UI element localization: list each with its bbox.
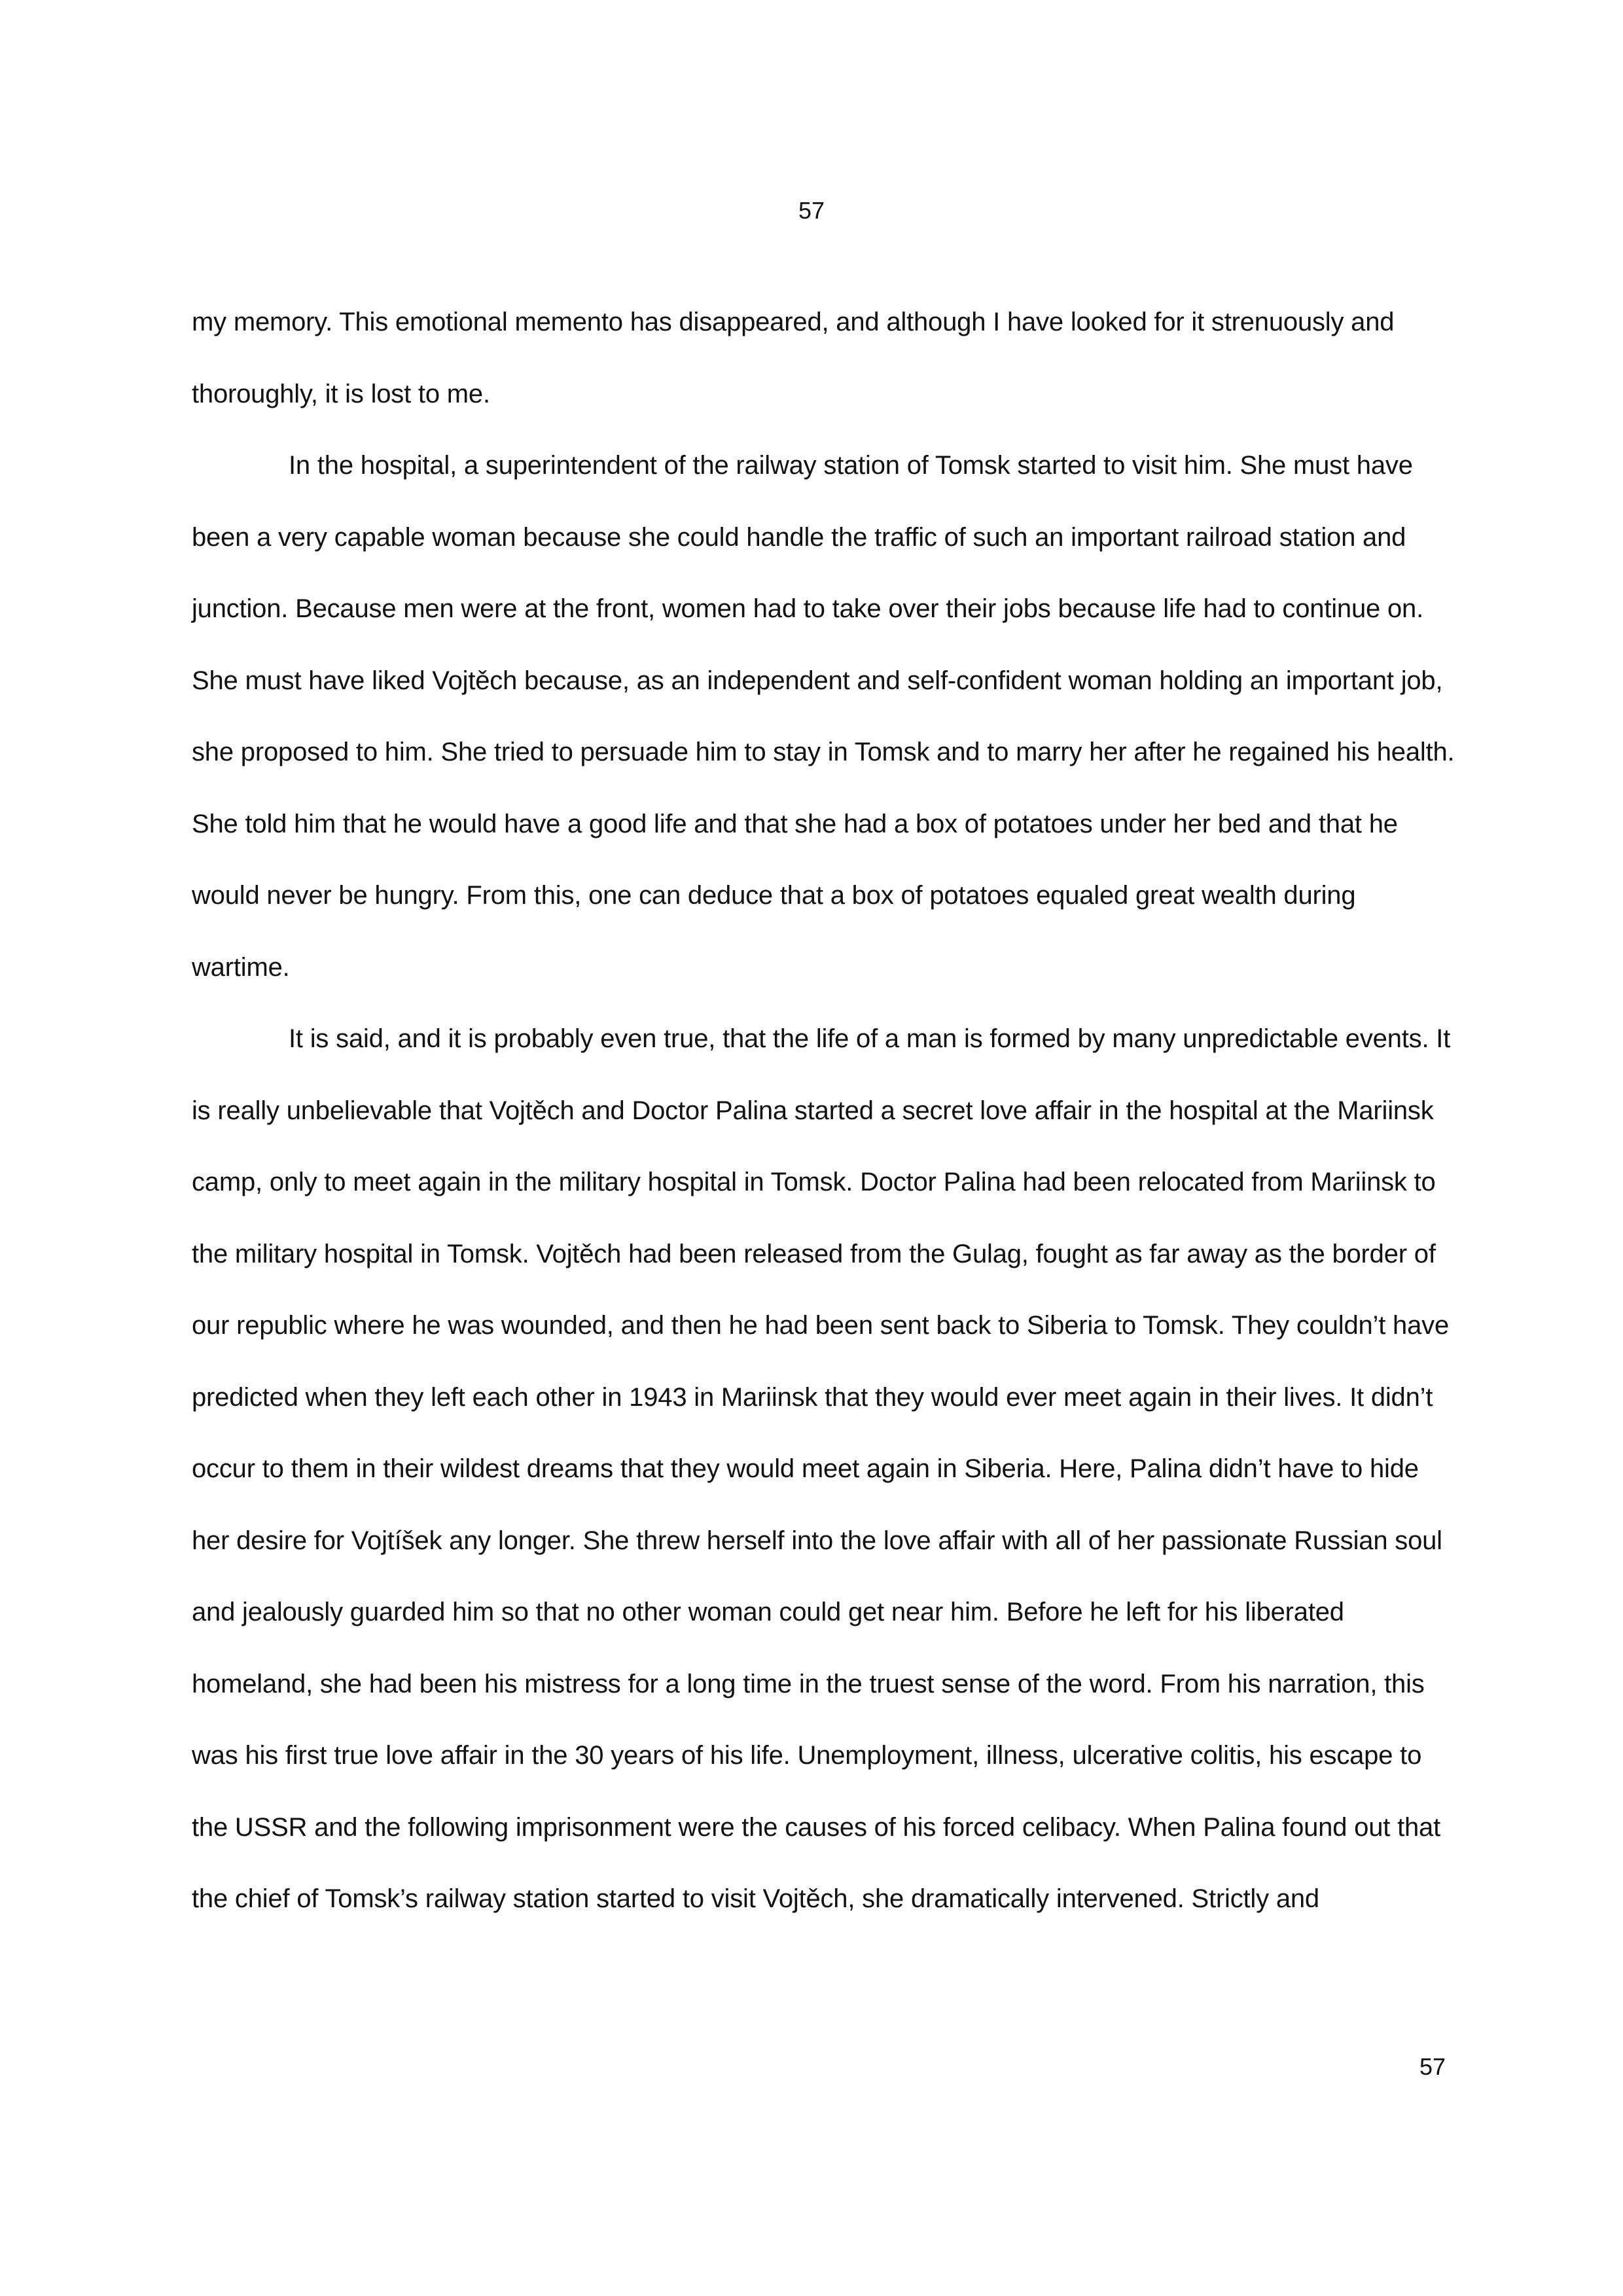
paragraph-railway-superintendent: In the hospital, a superintendent of the railway station of Tomsk started to visit him. She must have been a very capable woman because she could handle the traffic of such an important railroad station and junction. Because men were at the front, women had to take over their jobs because life had to continue on. She must have liked Vojtěch because, as an independent and self-confident woman holding an important job, she proposed to him. She tried to persuade him to stay in Tomsk and to marry her after he regained his health. She told him that he would have a good life and that she had a box of potatoes under her bed and that he would never be hungry. From this, one can deduce that a box of potatoes equaled great wealth during wartime. <box>192 451 1455 982</box>
paragraph-continuation: my memory. This emotional memento has disappeared, and although I have looked for it strenuously and thoroughly, it is lost to me. <box>192 308 1395 408</box>
footer-page-number: 57 <box>1419 2053 1446 2080</box>
header-page-number: 57 <box>798 197 825 224</box>
body-text <box>192 287 1455 1935</box>
paragraph-doctor-palina: It is said, and it is probably even true, that the life of a man is formed by many unpredictable events. It is really unbelievable that Vojtěch and Doctor Palina started a secret love affair in the hospital at the Mariinsk camp, only to meet again in the military hospital in Tomsk. Doctor Palina had been relocated from Mariinsk to the military hospital in Tomsk. Vojtěch had been released from the Gulag, fought as far away as the border of our republic where he was wounded, and then he had been sent back to Siberia to Tomsk. They couldn’t have predicted when they left each other in 1943 in Mariinsk that they would ever meet again in their lives. It didn’t occur to them in their wildest dreams that they would meet again in Siberia. Here, Palina didn’t have to hide her desire for Vojtíšek any longer. She threw herself into the love affair with all of her passionate Russian soul and jealously guarded him so that no other woman could get near him. Before he left for his liberated homeland, she had been his mistress for a long time in the truest sense of the word. From his narration, this was his first true love affair in the 30 years of his life. Unemployment, illness, ulcerative colitis, his escape to the USSR and the following imprisonment were the causes of his forced celibacy. When Palina found out that the chief of Tomsk’s railway station started to visit Vojtěch, she dramatically intervened. Strictly and <box>192 1024 1451 1913</box>
